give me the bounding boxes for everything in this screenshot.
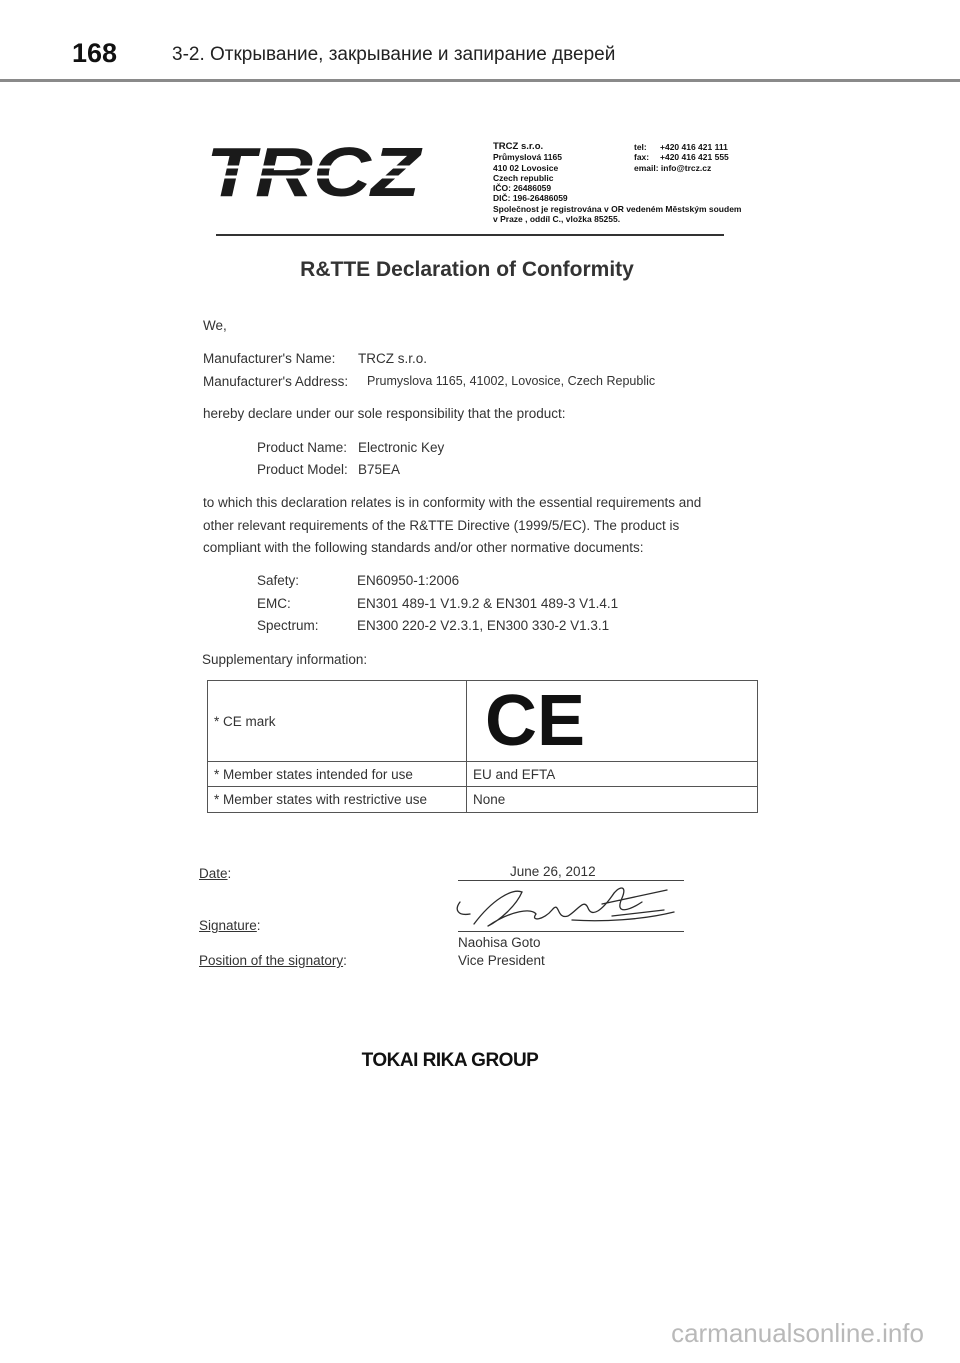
date-value: June 26, 2012 <box>510 864 596 879</box>
company-line: Společnost je registrována v OR vedeném Městským soudem <box>493 203 742 214</box>
manufacturer-name: TRCZ s.r.o. <box>358 351 428 366</box>
tokai-rika-group-logo: TOKAI RIKA GROUP <box>361 1050 539 1071</box>
safety-label: Safety: <box>257 573 300 588</box>
table-row <box>208 681 758 762</box>
company-line: Průmyslová 1165 <box>493 152 562 163</box>
position-label-row: Position of the signatory: <box>199 953 347 968</box>
date-label: Date <box>199 866 228 881</box>
conformity-paragraph: to which this declaration relates is in conformity with the essential requirements and other relevant requirements of the R&TTE Directive (1999/5/EC). The product is compliant with the following standards and/or other normative documents: <box>203 495 702 555</box>
declare-text: hereby declare under our sole responsibility that the product: <box>203 406 566 421</box>
signature-line <box>458 931 684 932</box>
contacts-block <box>634 142 729 173</box>
table-row <box>208 762 758 787</box>
ce-mark-symbol: CE <box>485 681 586 761</box>
declaration-title: R&TTE Declaration of Conformity <box>300 258 634 281</box>
page-number: 168 <box>72 38 118 68</box>
product-model: B75EA <box>358 462 401 477</box>
company-line: IČO: 26486059 <box>493 183 552 194</box>
product-name-label: Product Name: <box>257 440 348 455</box>
signatory-name: Naohisa Goto <box>458 935 541 950</box>
ce-mark-cell <box>467 681 758 762</box>
manufacturer-name-label: Manufacturer's Name: <box>203 351 336 366</box>
company-line: Czech republic <box>493 172 554 183</box>
tel-label: tel: <box>634 142 647 152</box>
fax-label: fax: <box>634 152 650 163</box>
fax-value: +420 416 421 555 <box>660 152 729 163</box>
company-line: 410 02 Lovosice <box>493 162 559 173</box>
ce-mark-label: * CE mark <box>208 681 467 762</box>
restrictive-states-value: None <box>467 787 758 813</box>
handwritten-signature <box>452 880 677 932</box>
table-row <box>208 787 758 813</box>
supplementary-label: Supplementary information: <box>202 652 368 667</box>
signature-label-row: Signature: <box>199 918 261 933</box>
signature-label: Signature <box>199 918 257 933</box>
company-name: TRCZ s.r.o. <box>493 141 544 152</box>
letterhead-rule <box>216 234 724 236</box>
header-rule <box>0 79 960 82</box>
tel-value: +420 416 421 111 <box>660 142 728 152</box>
date-label-row: Date: <box>199 866 232 881</box>
trcz-logo-text: TRCZ <box>206 133 423 211</box>
emc-standard: EN301 489-1 V1.9.2 & EN301 489-3 V1.4.1 <box>357 596 619 611</box>
restrictive-states-label: * Member states with restrictive use <box>208 787 467 813</box>
signatory-position: Vice President <box>458 953 545 968</box>
we-text: We, <box>203 318 227 333</box>
position-label: Position of the signatory <box>199 953 344 968</box>
watermark: carmanualsonline.info <box>671 1318 924 1348</box>
emc-label: EMC: <box>257 596 291 611</box>
member-states-value: EU and EFTA <box>467 762 758 787</box>
manufacturer-address: Prumyslova 1165, 41002, Lovosice, Czech Republic <box>367 374 656 388</box>
product-name: Electronic Key <box>358 440 445 455</box>
safety-standard: EN60950-1:2006 <box>357 573 460 588</box>
trcz-logo <box>200 133 425 211</box>
manufacturer-address-label: Manufacturer's Address: <box>203 374 349 389</box>
company-line: v Praze , oddíl C., vložka 85255. <box>493 214 621 225</box>
spectrum-standard: EN300 220-2 V2.3.1, EN300 330-2 V1.3.1 <box>357 618 610 633</box>
chapter-title: 3-2. Открывание, закрывание и запирание дверей <box>172 44 616 65</box>
email: email: info@trcz.cz <box>634 162 712 173</box>
spectrum-label: Spectrum: <box>257 618 319 633</box>
ce-mark-icon <box>485 681 586 761</box>
company-line: DIČ: 196-26486059 <box>493 193 568 204</box>
supplementary-table <box>207 680 758 813</box>
product-model-label: Product Model: <box>257 462 348 477</box>
member-states-label: * Member states intended for use <box>208 762 467 787</box>
